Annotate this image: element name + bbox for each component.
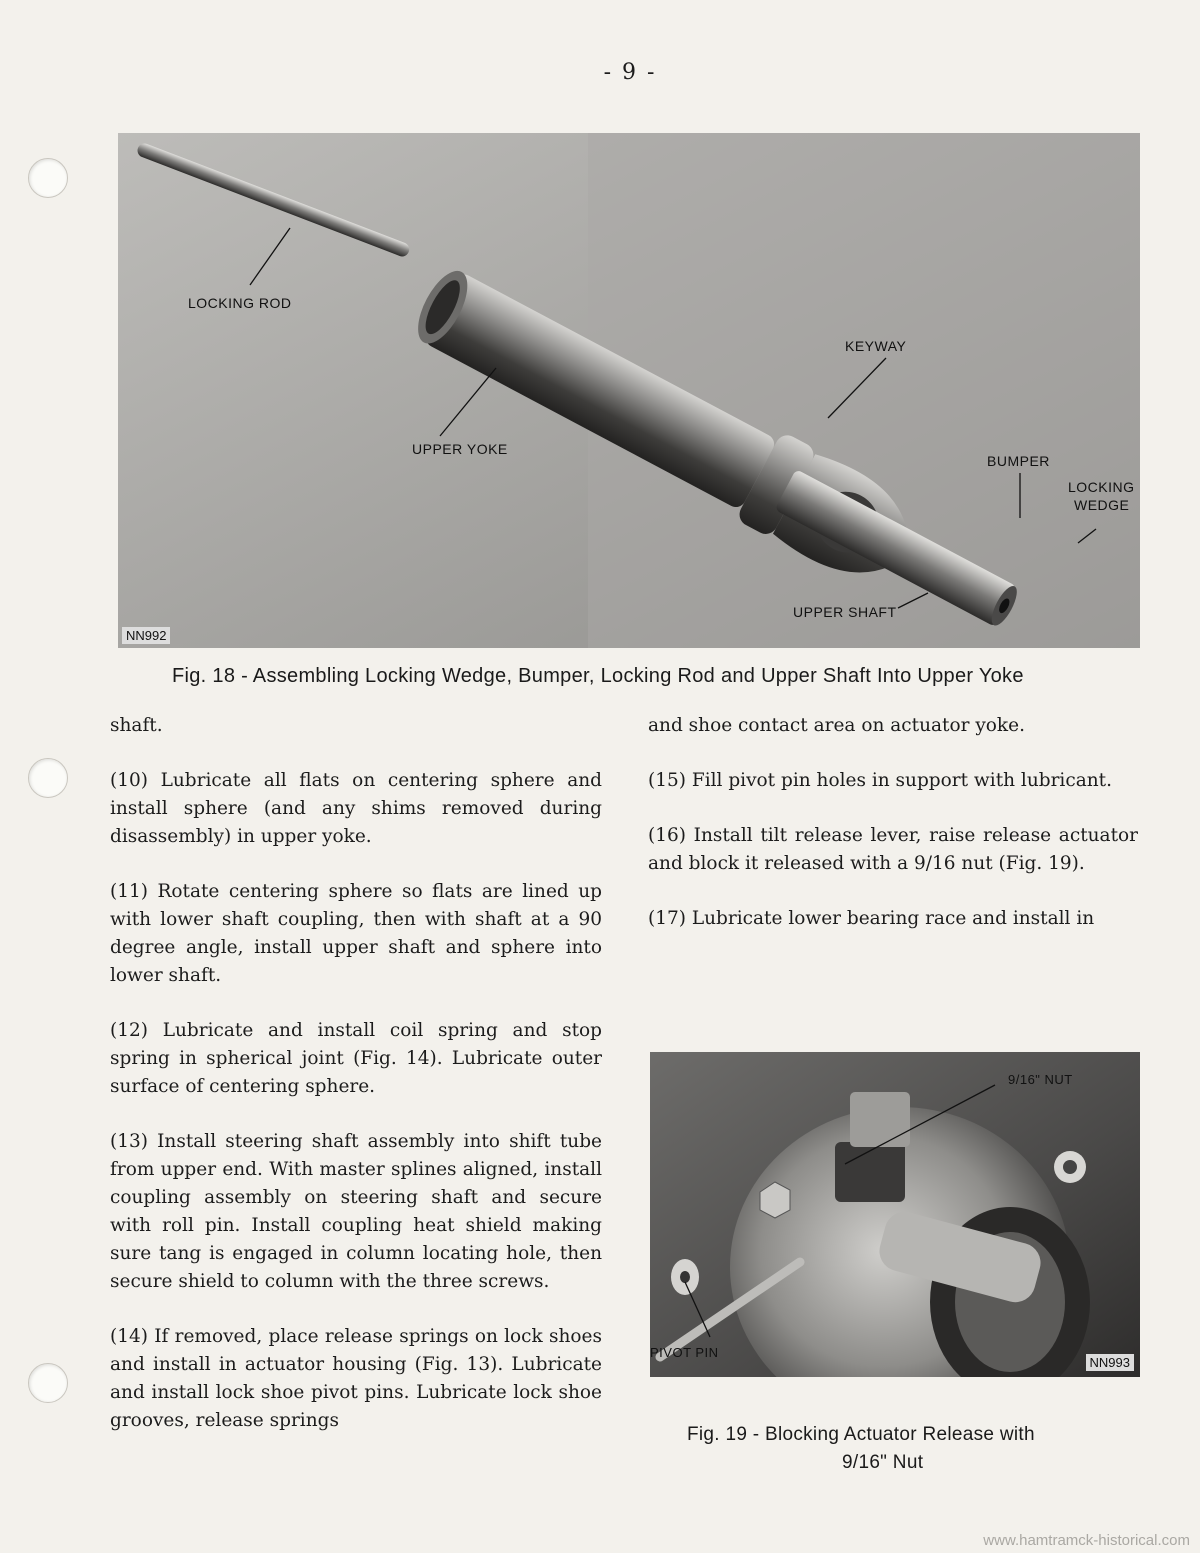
step-11: (11) Rotate centering sphere so flats are lined up with lower shaft coupling, then with shaft at a 90 degree angle, install upper shaft and sphere into lower shaft. — [110, 881, 602, 986]
step-16: (16) Install tilt release lever, raise release actuator and block it released with a 9/16 nut (Fig. 19). — [648, 825, 1138, 874]
callout-locking-rod: LOCKING ROD — [188, 295, 292, 311]
actuator-release-illustration — [650, 1052, 1140, 1377]
left-column — [110, 712, 602, 1462]
figure-18-photo — [118, 133, 1140, 648]
callout-upper-shaft: UPPER SHAFT — [793, 604, 897, 620]
figure-19-caption-line1: Fig. 19 - Blocking Actuator Release with — [687, 1424, 1035, 1445]
callout-bumper: BUMPER — [987, 453, 1050, 469]
step-12: (12) Lubricate and install coil spring and stop spring in spherical joint (Fig. 14). Lubricate outer surface of centering sphere. — [110, 1020, 602, 1097]
figure-18-caption: Fig. 18 - Assembling Locking Wedge, Bumper, Locking Rod and Upper Shaft Into Upper Yoke — [172, 665, 1024, 687]
callout-locking-wedge-line2: WEDGE — [1074, 497, 1130, 513]
callout-upper-yoke: UPPER YOKE — [412, 441, 508, 457]
callout-pivot-pin: PIVOT PIN — [650, 1345, 719, 1360]
callout-keyway: KEYWAY — [845, 338, 907, 354]
figure-19-photo — [650, 1052, 1140, 1377]
page-number: - 9 - — [603, 60, 657, 85]
figure-18-id: NN992 — [122, 627, 170, 644]
step-10: (10) Lubricate all flats on centering sphere and install sphere (and any shims removed during disassembly) in upper yoke. — [110, 770, 602, 847]
watermark: www.hamtramck-historical.com — [983, 1532, 1190, 1549]
step-14: (14) If removed, place release springs on lock shoes and install in actuator housing (Fig. 13). Lubricate and install lock shoe pivot pins. Lubricate lock shoe grooves, release springs — [110, 1326, 602, 1431]
right-continuation-text: and shoe contact area on actuator yoke. — [648, 715, 1025, 736]
callout-locking-wedge-line1: LOCKING — [1068, 479, 1135, 495]
binder-hole-top — [28, 158, 68, 198]
binder-hole-middle — [28, 758, 68, 798]
callout-nut: 9/16" NUT — [1008, 1072, 1073, 1087]
steering-shaft-illustration — [118, 133, 1140, 648]
left-continuation-text: shaft. — [110, 715, 163, 736]
figure-19-id: NN993 — [1086, 1354, 1134, 1371]
step-13: (13) Install steering shaft assembly into shift tube from upper end. With master splines aligned, install coupling assembly on steering shaft and secure with roll pin. Install coupling heat shield making sure tang is engaged in column locating hole, then secure shield to column with the three screws. — [110, 1131, 602, 1292]
right-column — [648, 712, 1138, 960]
step-15: (15) Fill pivot pin holes in support with lubricant. — [648, 770, 1112, 791]
step-17: (17) Lubricate lower bearing race and install in — [648, 908, 1095, 929]
figure-19-caption-line2: 9/16" Nut — [842, 1452, 924, 1473]
binder-hole-bottom — [28, 1363, 68, 1403]
